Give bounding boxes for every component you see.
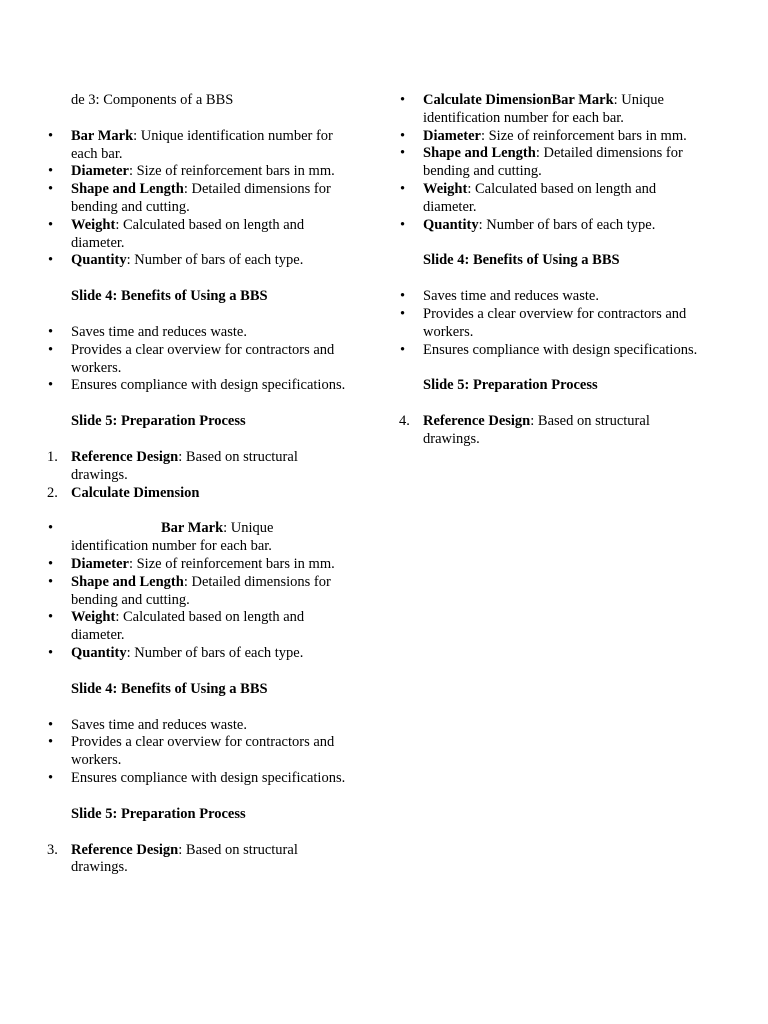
list-item: • Diameter: Size of reinforcement bars in mm. — [48, 163, 335, 180]
item-number: 2. — [47, 484, 58, 501]
slide4-heading: Slide 4: Benefits of Using a BBS — [71, 288, 268, 305]
bullet-icon: • — [48, 341, 54, 358]
list-item: • Shape and Length: Detailed dimensions for bending and cutting. — [48, 573, 331, 608]
slide5-heading: Slide 5: Preparation Process — [423, 377, 598, 394]
bullet-icon: • — [48, 377, 54, 394]
list-item: • Saves time and reduces waste. — [48, 716, 247, 733]
numbered-item: 2. Calculate Dimension — [47, 484, 200, 501]
bullet-icon: • — [48, 127, 54, 144]
bullet-icon: • — [48, 555, 54, 572]
numbered-item: 1. Reference Design: Based on structural drawings. — [47, 448, 298, 483]
list-item: • Quantity: Number of bars of each type. — [400, 216, 656, 233]
list-item: • Quantity: Number of bars of each type. — [48, 644, 304, 661]
list-item: • Weight: Calculated based on length and diameter. — [48, 216, 305, 251]
list-item: • Quantity: Number of bars of each type. — [48, 252, 304, 269]
bullet-icon: • — [400, 180, 406, 197]
numbered-item: 4. Reference Design: Based on structural drawings. — [399, 413, 650, 447]
list-item: • Ensures compliance with design specifications. — [400, 341, 698, 358]
bullet-icon: • — [48, 252, 54, 269]
item-number: 3. — [47, 841, 58, 858]
slide4-heading: Slide 4: Benefits of Using a BBS — [71, 680, 268, 697]
bullet-icon: • — [48, 163, 54, 180]
bullet-icon: • — [48, 716, 54, 733]
right-column — [400, 92, 700, 449]
components-list-b — [48, 520, 348, 662]
bullet-icon: • — [48, 769, 54, 786]
benefits-list-b — [48, 717, 348, 788]
list-item: • Saves time and reduces waste. — [400, 288, 599, 305]
slide4-heading: Slide 4: Benefits of Using a BBS — [423, 252, 620, 269]
list-item: • Shape and Length: Detailed dimensions for bending and cutting. — [400, 145, 683, 180]
bullet-icon: • — [400, 288, 406, 305]
benefits-list — [400, 288, 700, 359]
list-item: • Provides a clear overview for contractors and workers. — [48, 341, 335, 376]
left-column — [48, 92, 348, 877]
slide5-heading: Slide 5: Preparation Process — [71, 805, 246, 822]
numbered-item: 3. Reference Design: Based on structural drawings. — [47, 841, 298, 876]
bullet-icon: • — [400, 305, 406, 322]
benefits-list-a — [48, 324, 348, 395]
list-item: • Ensures compliance with design specifications. — [48, 769, 346, 786]
bullet-icon: • — [48, 181, 54, 198]
list-item: • Weight: Calculated based on length and diameter. — [400, 180, 657, 215]
list-item: • Provides a clear overview for contractors and workers. — [48, 734, 335, 769]
list-item: • Shape and Length: Detailed dimensions for bending and cutting. — [48, 181, 331, 215]
bullet-icon: • — [48, 216, 54, 233]
bullet-icon: • — [48, 609, 54, 626]
bullet-icon: • — [400, 145, 406, 162]
list-item: • Ensures compliance with design specifications. — [48, 377, 346, 394]
section-title: de 3: Components of a BBS — [71, 92, 234, 108]
components-list-a — [48, 128, 348, 270]
list-item: • Weight: Calculated based on length and diameter. — [48, 609, 305, 644]
list-item: • Provides a clear overview for contractors and workers. — [400, 305, 687, 340]
list-item: • Diameter: Size of reinforcement bars in mm. — [400, 127, 687, 144]
item-number: 4. — [399, 413, 410, 430]
list-item: • Bar Mark: Unique identification number for each bar. — [48, 520, 274, 555]
list-item: • Bar Mark: Unique identification number for each bar. — [48, 127, 333, 162]
steps-list — [48, 449, 348, 502]
bullet-icon: • — [48, 734, 54, 751]
list-item: • Saves time and reduces waste. — [48, 323, 247, 340]
components-list — [400, 92, 700, 234]
bullet-icon: • — [400, 341, 406, 358]
bullet-icon: • — [48, 520, 54, 537]
list-item: • Diameter: Size of reinforcement bars in mm. — [48, 555, 335, 572]
bullet-icon: • — [48, 573, 54, 590]
bullet-icon: • — [400, 127, 406, 144]
list-item: • Calculate DimensionBar Mark: Unique identification number for each bar. — [400, 92, 664, 126]
bullet-icon: • — [400, 216, 406, 233]
bullet-icon: • — [48, 323, 54, 340]
slide5-heading: Slide 5: Preparation Process — [71, 413, 246, 430]
bullet-icon: • — [400, 92, 406, 108]
item-number: 1. — [47, 448, 58, 465]
bullet-icon: • — [48, 644, 54, 661]
